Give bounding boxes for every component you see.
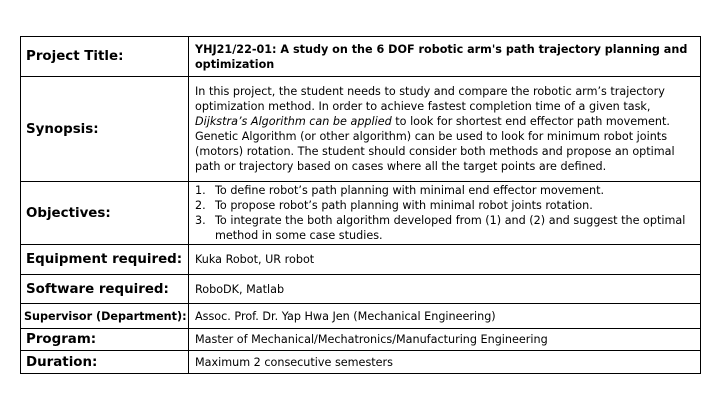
row-supervisor [21,304,701,329]
row-program [21,329,701,351]
equipment-label: Equipment required: [21,245,189,275]
row-project-title [21,37,701,77]
equipment-value: Kuka Robot, UR robot [189,245,701,275]
objective-number: 1. [195,184,206,197]
supervisor-value: Assoc. Prof. Dr. Yap Hwa Jen (Mechanical Engineering) [189,304,701,329]
objectives-cell [189,182,701,245]
objectives-label: Objectives: [21,182,189,245]
row-equipment [21,245,701,275]
objective-text: To integrate the both algorithm developed from (1) and (2) and suggest the optimal method in some case studies. [215,214,686,242]
synopsis-cell [189,77,701,182]
objectives-list [195,183,694,243]
synopsis-text-before: In this project, the student needs to study and compare the robotic arm’s trajectory optimization method. In order to achieve fastest completion time of a given task, [195,84,665,113]
objective-text: To define robot’s path planning with minimal end effector movement. [215,184,605,197]
objective-item [195,183,694,198]
objective-item [195,213,694,243]
objective-text: To propose robot’s path planning with minimal robot joints rotation. [215,199,593,212]
software-label: Software required: [21,275,189,304]
synopsis-label: Synopsis: [21,77,189,182]
project-title-value: YHJ21/22-01: A study on the 6 DOF robotic arm's path trajectory planning and optimization [189,37,701,77]
row-software [21,275,701,304]
row-synopsis [21,77,701,182]
objective-number: 3. [195,214,206,227]
synopsis-text [195,83,694,176]
program-value: Master of Mechanical/Mechatronics/Manufacturing Engineering [189,329,701,351]
software-value: RoboDK, Matlab [189,275,701,304]
program-label: Program: [21,329,189,351]
row-objectives [21,182,701,245]
synopsis-italic-text: Dijkstra’s Algorithm can be applied [195,114,392,128]
objective-item [195,198,694,213]
duration-label: Duration: [21,351,189,374]
project-title-label: Project Title: [21,37,189,77]
project-info-table [20,36,701,374]
supervisor-label: Supervisor (Department): [21,304,189,329]
synopsis-text-after: to look for shortest end effector path movement. Genetic Algorithm (or other algorithm) can be used to look for minimum robot joints (motors) rotation. The student should consider both methods and propose an optimal path or trajectory based on cases where all the target points are defined. [195,114,675,173]
objective-number: 2. [195,199,206,212]
duration-value: Maximum 2 consecutive semesters [189,351,701,374]
row-duration [21,351,701,374]
